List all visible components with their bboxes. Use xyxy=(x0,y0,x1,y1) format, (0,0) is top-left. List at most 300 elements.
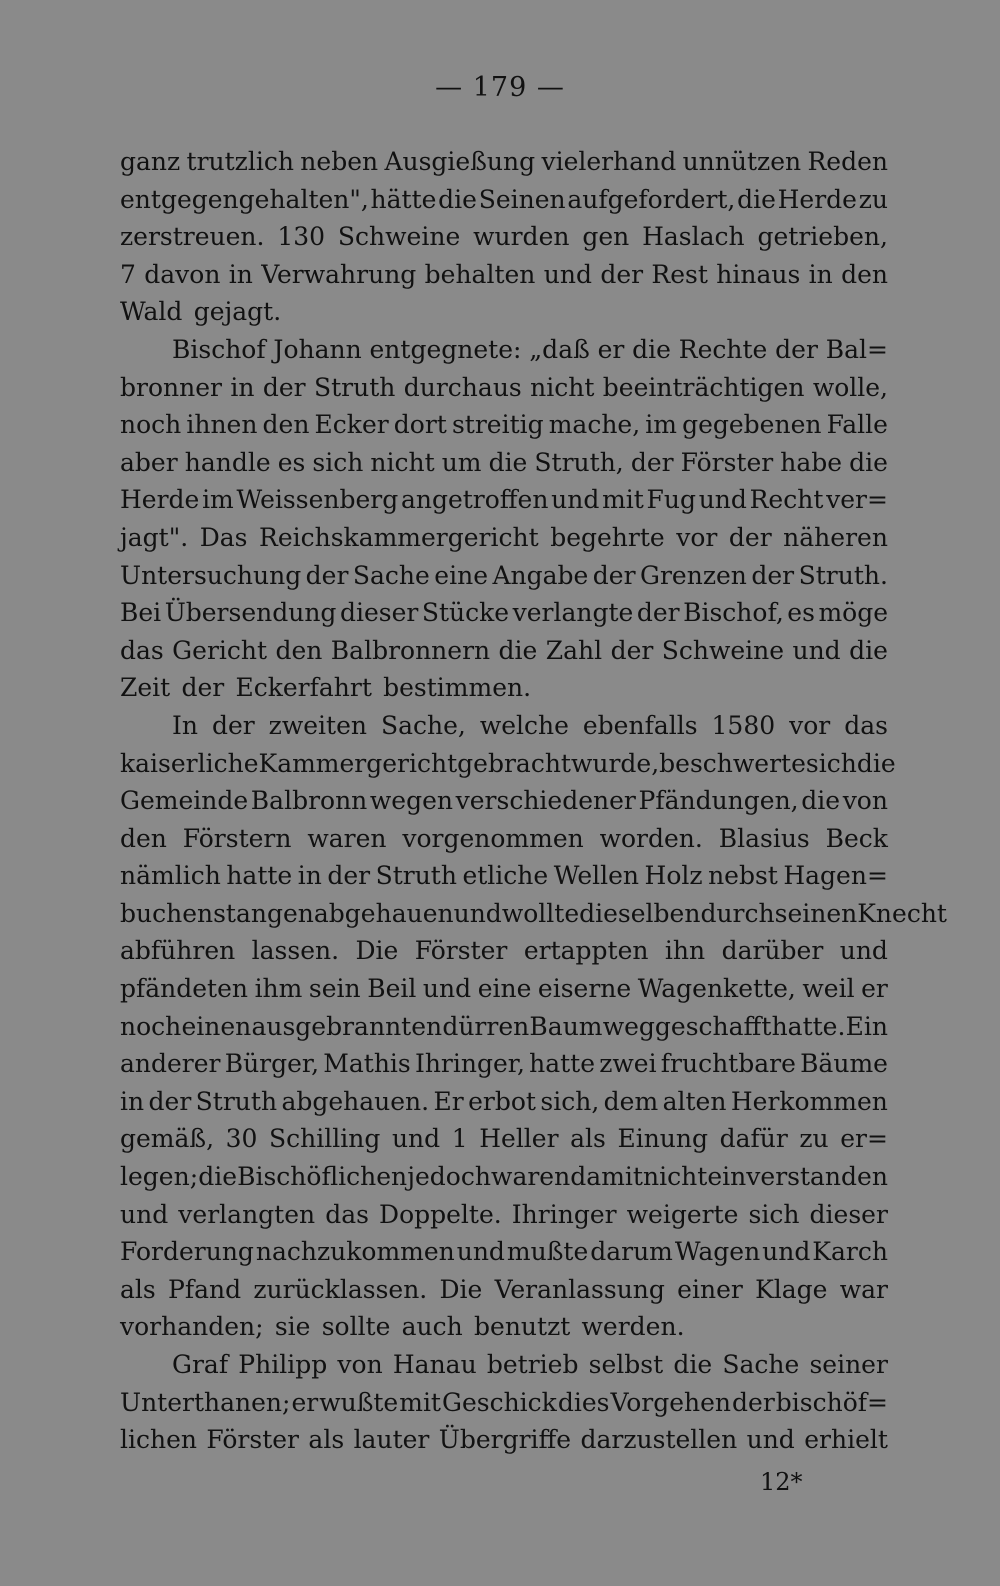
word: Fug xyxy=(646,485,696,515)
word: beschwerte xyxy=(659,748,806,778)
word: Eckerfahrt xyxy=(235,673,372,703)
word: und xyxy=(453,898,502,928)
body-text xyxy=(120,143,947,1459)
word: bischöf= xyxy=(775,1387,888,1417)
word: 7 xyxy=(120,259,136,289)
word: Schweine xyxy=(661,635,785,665)
word: nämlich xyxy=(120,861,221,891)
word: nicht xyxy=(643,1162,708,1192)
word: Baum xyxy=(529,1011,603,1041)
text-line xyxy=(120,1083,888,1121)
word: etliche xyxy=(462,861,549,891)
word: näheren xyxy=(783,522,888,552)
word: 1580 xyxy=(711,710,776,740)
word: eine xyxy=(434,560,488,590)
word: Bei xyxy=(120,598,162,628)
word: Ihringer, xyxy=(414,1049,525,1079)
word: der xyxy=(148,1086,192,1116)
word: das xyxy=(120,635,164,665)
word: ganz xyxy=(120,147,181,176)
word: dem xyxy=(603,1086,659,1116)
word: durch xyxy=(700,898,775,928)
word: Rechte xyxy=(678,334,768,364)
word: jagt". xyxy=(120,522,189,552)
word: waren xyxy=(491,1162,571,1192)
word: buchenstangen xyxy=(120,898,314,928)
text-line xyxy=(120,369,888,407)
word: behalten xyxy=(424,259,536,289)
word: Struth xyxy=(375,861,457,891)
word: im xyxy=(645,410,677,440)
word: darzustellen xyxy=(580,1425,738,1455)
word: Wagen xyxy=(674,1237,761,1267)
word: in xyxy=(120,1086,145,1116)
word: Übersendung xyxy=(164,598,337,628)
word: Untersuchung xyxy=(120,560,302,590)
word: Bischöflichen xyxy=(237,1162,408,1192)
word: Beck xyxy=(825,823,888,853)
word: werden. xyxy=(581,1312,685,1342)
word: und xyxy=(391,1124,441,1154)
word: sich xyxy=(805,748,857,778)
word: sie xyxy=(274,1312,311,1342)
word: Haslach xyxy=(642,222,745,252)
word: benutzt xyxy=(474,1312,571,1342)
word: Balbronn xyxy=(250,786,368,816)
word: pfändeten xyxy=(120,974,249,1004)
word: er= xyxy=(840,1124,888,1154)
word: Er xyxy=(433,1086,464,1116)
word: Gericht xyxy=(172,635,268,665)
word: durchaus xyxy=(403,372,522,402)
word: der xyxy=(211,710,255,740)
word: und xyxy=(422,974,472,1004)
word: dafür xyxy=(719,1124,788,1154)
word: der xyxy=(592,560,636,590)
word: Angabe xyxy=(492,560,589,590)
word: er xyxy=(861,974,888,1004)
word: neben xyxy=(300,147,379,176)
word: der xyxy=(305,560,349,590)
word: Seinen xyxy=(478,184,566,214)
word: welche xyxy=(479,710,569,740)
text-line xyxy=(120,1233,888,1271)
word: vor xyxy=(789,710,831,740)
word: abführen xyxy=(120,936,236,966)
word: weil xyxy=(802,974,855,1004)
word: gen xyxy=(582,222,630,252)
word: Herde xyxy=(777,184,857,214)
word: wußte xyxy=(319,1387,399,1417)
word: streitig xyxy=(451,410,544,440)
text-line xyxy=(120,1045,888,1083)
word: und xyxy=(762,1237,811,1267)
word: und xyxy=(456,1237,505,1267)
word: „daß xyxy=(529,334,590,364)
word: und xyxy=(120,1199,169,1229)
word: einen xyxy=(181,1011,252,1041)
word: noch xyxy=(120,410,182,440)
word: und xyxy=(792,635,841,665)
word: zu xyxy=(799,1124,829,1154)
word: Struth, xyxy=(534,447,624,477)
word: Ein xyxy=(845,1011,888,1041)
word: den xyxy=(262,410,310,440)
word: vor xyxy=(676,522,718,552)
word: darum xyxy=(590,1237,673,1267)
word: Doppelte. xyxy=(379,1199,502,1229)
word: auch xyxy=(401,1312,463,1342)
text-line xyxy=(120,669,888,707)
word: der xyxy=(327,861,371,891)
word: Karch xyxy=(812,1237,888,1267)
word: mit xyxy=(399,1387,441,1417)
word: Das xyxy=(199,522,248,552)
word: einer xyxy=(677,1274,743,1304)
word: dieser xyxy=(339,598,419,628)
word: Bischof xyxy=(172,334,266,364)
text-line xyxy=(120,293,888,331)
word: vorgenommen xyxy=(402,823,584,853)
text-line xyxy=(120,857,888,895)
word: Schilling xyxy=(269,1124,381,1154)
text-line xyxy=(120,444,888,482)
word: Bürger, xyxy=(224,1049,320,1079)
word: Bischof, xyxy=(683,598,784,628)
word: Beil xyxy=(367,974,417,1004)
word: gejagt. xyxy=(193,297,282,327)
word: Balbronnern xyxy=(330,635,491,665)
word: selbst xyxy=(588,1350,664,1379)
word: der xyxy=(636,598,680,628)
word: sich xyxy=(748,1199,800,1229)
word: Heller xyxy=(479,1124,559,1154)
word: 30 xyxy=(225,1124,258,1154)
word: anderer xyxy=(120,1049,221,1079)
word: Hagen= xyxy=(783,861,888,891)
word: ver= xyxy=(826,485,888,515)
word: aufgefordert, xyxy=(567,184,736,214)
word: Kammergericht xyxy=(258,748,458,778)
word: Knecht xyxy=(857,898,947,928)
word: wurde, xyxy=(570,748,660,778)
word: wurden xyxy=(473,222,570,252)
word: es xyxy=(277,447,306,477)
word: in xyxy=(230,372,255,402)
word: nachzukommen xyxy=(255,1237,455,1267)
word: von xyxy=(337,1350,383,1379)
word: unnützen xyxy=(682,147,802,176)
word: alten xyxy=(662,1086,727,1116)
word: Grenzen xyxy=(640,560,747,590)
word: worden. xyxy=(599,823,703,853)
word: gegebenen xyxy=(682,410,822,440)
word: Veranlassung xyxy=(494,1274,665,1304)
word: Gemeinde xyxy=(120,786,249,816)
word: im xyxy=(202,485,234,515)
word: und xyxy=(746,1425,795,1455)
text-line xyxy=(120,782,888,820)
word: getrieben, xyxy=(757,222,888,252)
word: er xyxy=(291,1387,319,1417)
word: der xyxy=(630,447,674,477)
text-line xyxy=(120,481,888,519)
text-line xyxy=(120,932,888,970)
word: nicht xyxy=(530,372,595,402)
word: weggeschafft xyxy=(602,1011,772,1041)
word: es xyxy=(787,598,815,628)
word: Zahl xyxy=(545,635,603,665)
word: Ecker xyxy=(314,410,389,440)
word: von xyxy=(842,786,888,816)
word: handle xyxy=(184,447,271,477)
word: die xyxy=(856,748,896,778)
word: dort xyxy=(393,410,447,440)
word: hinaus xyxy=(716,259,801,289)
word: Wagenkette, xyxy=(637,974,796,1004)
word: Klage xyxy=(755,1274,828,1304)
text-line xyxy=(120,181,888,219)
word: Holz xyxy=(644,861,703,891)
word: Geschick xyxy=(441,1387,557,1417)
word: betrieb xyxy=(486,1350,579,1379)
word: Hanau xyxy=(392,1350,477,1379)
word: abgehauen. xyxy=(281,1086,430,1116)
text-line xyxy=(120,1120,888,1158)
word: Blasius xyxy=(718,823,810,853)
word: bestimmen. xyxy=(383,673,532,703)
word: der xyxy=(181,673,225,703)
word: erhielt xyxy=(804,1425,888,1455)
word: Förstern xyxy=(182,823,292,853)
word: Struth xyxy=(195,1086,278,1116)
word: Wald xyxy=(120,297,183,327)
word: Förster xyxy=(206,1425,300,1455)
word: mußte xyxy=(506,1237,589,1267)
word: dieser xyxy=(809,1199,888,1229)
word: vorhanden; xyxy=(120,1312,264,1342)
word: als xyxy=(570,1124,606,1154)
text-line xyxy=(120,1308,888,1346)
word: ihnen xyxy=(186,410,258,440)
word: bronner xyxy=(120,372,222,402)
word: den xyxy=(841,259,888,289)
word: sich, xyxy=(540,1086,600,1116)
word: mache, xyxy=(548,410,641,440)
word: Struth xyxy=(313,372,396,402)
word: lauter xyxy=(353,1425,430,1455)
word: mit xyxy=(602,485,644,515)
word: Bäume xyxy=(800,1049,888,1079)
word: verschiedener xyxy=(455,786,636,816)
word: zu xyxy=(858,184,888,214)
word: davon xyxy=(144,259,221,289)
word: Sache xyxy=(722,1350,800,1379)
text-line xyxy=(120,519,888,557)
word: Wellen xyxy=(553,861,640,891)
word: entgegnete: xyxy=(369,334,522,364)
word: und xyxy=(698,485,747,515)
word: das xyxy=(325,1199,369,1229)
word: beeinträchtigen xyxy=(602,372,805,402)
word: Verwahrung xyxy=(261,259,417,289)
word: Stücke xyxy=(421,598,510,628)
word: hatte xyxy=(529,1049,596,1079)
word: einverstanden xyxy=(707,1162,888,1192)
word: entgegengehalten", xyxy=(120,184,369,214)
word: den xyxy=(120,823,167,853)
text-line xyxy=(120,895,947,933)
word: wegen xyxy=(369,786,453,816)
word: sein xyxy=(308,974,361,1004)
word: der xyxy=(732,1387,775,1417)
word: die xyxy=(488,447,528,477)
word: wolle, xyxy=(812,372,888,402)
word: Bal= xyxy=(825,334,888,364)
word: und xyxy=(551,485,600,515)
word: kaiserliche xyxy=(120,748,259,778)
word: erbot xyxy=(468,1086,536,1116)
text-line xyxy=(120,1271,888,1309)
word: Ausgießung xyxy=(384,147,536,176)
word: Mathis xyxy=(323,1049,411,1079)
word: Zeit xyxy=(120,673,171,703)
word: ihm xyxy=(254,974,303,1004)
word: sollte xyxy=(321,1312,391,1342)
word: zweiten xyxy=(268,710,367,740)
word: Einung xyxy=(617,1124,709,1154)
word: hatte. xyxy=(771,1011,846,1041)
word: die xyxy=(737,184,776,214)
text-line xyxy=(120,557,888,595)
text-line xyxy=(120,406,888,444)
text-line xyxy=(120,1008,888,1046)
word: Herkommen xyxy=(730,1086,888,1116)
word: Pfändungen, xyxy=(638,786,799,816)
word: zwei xyxy=(599,1049,657,1079)
word: seiner xyxy=(809,1350,888,1379)
text-line xyxy=(120,707,888,745)
text-line xyxy=(120,1346,888,1384)
word: war xyxy=(839,1274,888,1304)
word: lichen xyxy=(120,1425,197,1455)
word: trutzlich xyxy=(186,147,294,176)
word: dieselben xyxy=(579,898,701,928)
word: und xyxy=(839,936,888,966)
word: habe xyxy=(780,447,843,477)
word: Rest xyxy=(651,259,708,289)
text-line xyxy=(120,1421,888,1459)
word: In xyxy=(172,710,198,740)
text-line xyxy=(120,256,888,294)
word: nicht xyxy=(370,447,435,477)
word: und xyxy=(543,259,592,289)
word: angetroffen xyxy=(400,485,549,515)
word: ebenfalls xyxy=(582,710,698,740)
word: 130 xyxy=(277,222,326,252)
word: sich xyxy=(312,447,364,477)
word: Vorgehen xyxy=(610,1387,732,1417)
text-line xyxy=(120,331,888,369)
word: weigerte xyxy=(626,1199,739,1229)
word: Falle xyxy=(826,410,888,440)
word: 1 xyxy=(451,1124,468,1154)
word: wollte xyxy=(501,898,580,928)
word: Weissenberg xyxy=(236,485,399,515)
text-line xyxy=(120,820,888,858)
word: die xyxy=(801,786,841,816)
text-line xyxy=(120,745,896,783)
word: fruchtbare xyxy=(660,1049,796,1079)
text-line xyxy=(120,1158,888,1196)
word: Reichskammergericht xyxy=(259,522,539,552)
word: noch xyxy=(120,1011,182,1041)
word: die xyxy=(632,334,671,364)
word: dürren xyxy=(442,1011,530,1041)
word: verlangte xyxy=(512,598,634,628)
word: Schweine xyxy=(337,222,461,252)
word: Johann xyxy=(273,334,362,364)
word: den xyxy=(275,635,323,665)
word: die xyxy=(438,184,477,214)
word: als xyxy=(120,1274,156,1304)
word: Die xyxy=(355,936,399,966)
signature-mark: 12* xyxy=(760,1468,803,1496)
word: Übergriffe xyxy=(438,1425,572,1455)
word: Recht xyxy=(749,485,824,515)
word: abgehauen xyxy=(313,898,454,928)
word: gebracht xyxy=(457,748,571,778)
word: Sache, xyxy=(380,710,466,740)
word: der xyxy=(751,560,795,590)
word: Sache xyxy=(352,560,430,590)
word: die xyxy=(498,635,538,665)
word: zerstreuen. xyxy=(120,222,265,252)
word: Förster xyxy=(680,447,774,477)
word: ihn xyxy=(664,936,706,966)
word: in xyxy=(297,861,322,891)
word: Die xyxy=(439,1274,483,1304)
word: jedoch xyxy=(407,1162,491,1192)
text-line xyxy=(120,1196,888,1234)
word: gemäß, xyxy=(120,1124,215,1154)
word: Forderung xyxy=(120,1237,254,1267)
word: die xyxy=(198,1162,238,1192)
word: lassen. xyxy=(251,936,340,966)
word: hätte xyxy=(370,184,437,214)
word: ausgebrannten xyxy=(251,1011,443,1041)
word: Philipp xyxy=(238,1350,328,1379)
word: Reden xyxy=(807,147,888,176)
word: vielerhand xyxy=(541,147,677,176)
word: die xyxy=(673,1350,713,1379)
word: nebst xyxy=(708,861,778,891)
word: legen; xyxy=(120,1162,199,1192)
word: ertappten xyxy=(523,936,649,966)
word: seinen xyxy=(774,898,858,928)
word: eiserne xyxy=(537,974,632,1004)
word: der xyxy=(600,259,644,289)
word: darüber xyxy=(721,936,824,966)
word: das xyxy=(844,710,888,740)
word: Struth. xyxy=(798,560,888,590)
word: der xyxy=(262,372,306,402)
word: Unterthanen; xyxy=(120,1387,291,1417)
word: damit xyxy=(570,1162,643,1192)
word: er xyxy=(597,334,625,364)
text-line xyxy=(120,143,888,181)
word: möge xyxy=(818,598,888,628)
